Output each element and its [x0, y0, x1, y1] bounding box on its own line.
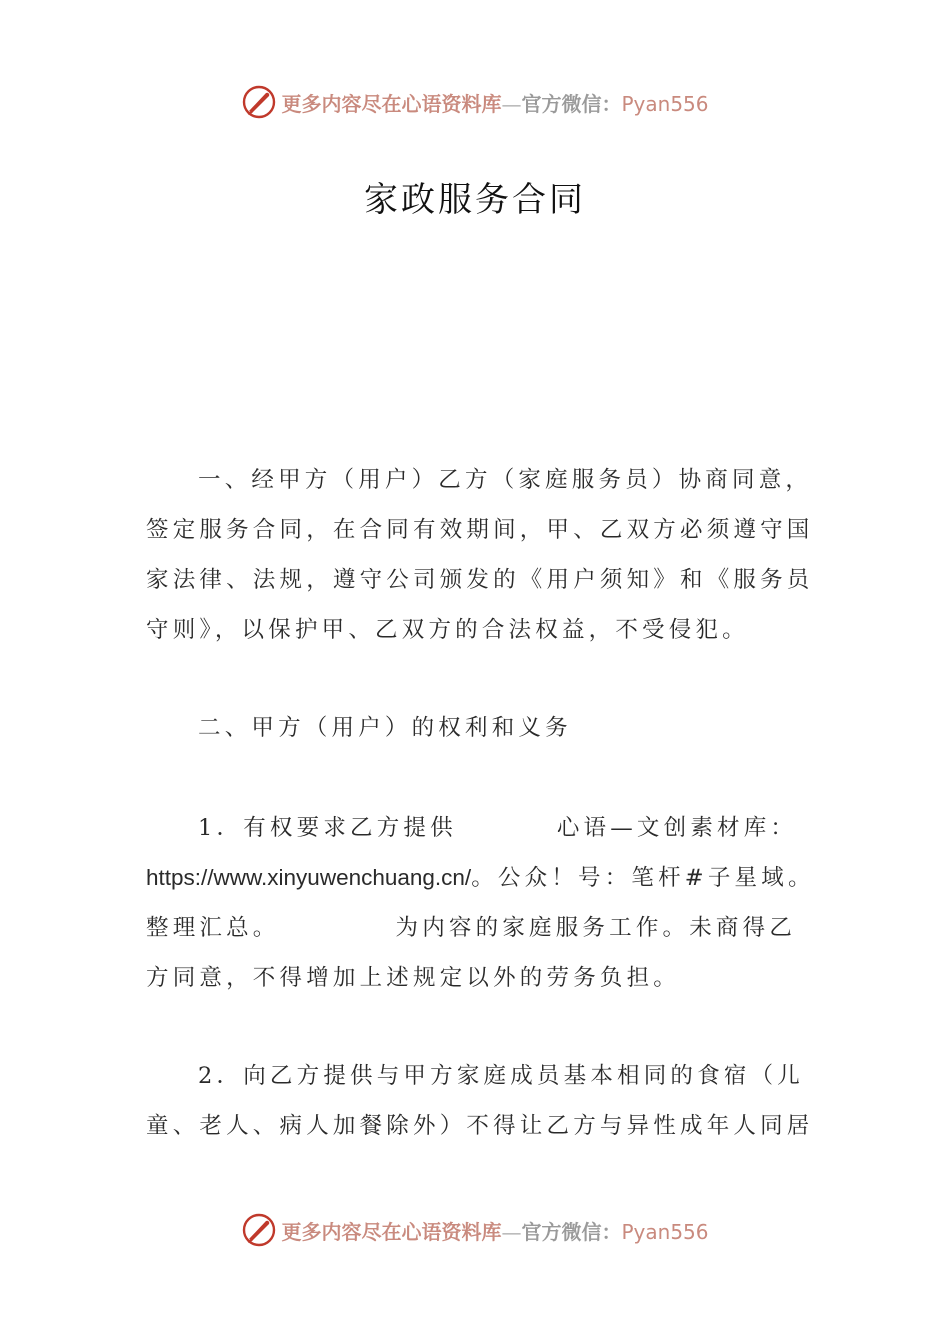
document-title: 家政服务合同: [364, 180, 586, 220]
inline-watermark-2: 。公众！号：笔杆#子星域。整理汇总。: [146, 865, 815, 941]
footer-watermark-banner: [0, 1208, 950, 1252]
paragraph-2-heading: [146, 703, 816, 753]
paragraph-4-text: 2．向乙方提供与甲方家庭成员基本相同的食宿（儿童、老人、病人加餐除外）不得让乙方与异性成年人同居: [146, 1063, 814, 1139]
header-watermark-banner: [0, 80, 950, 124]
paragraph-3-part2: 为内容的家庭服务工作。未商得乙方同意，不得增加上述规定以外的劳务负担。: [146, 915, 797, 991]
banner-wechat-id: Pyan556: [621, 91, 709, 116]
banner-dash: —: [501, 1219, 522, 1244]
paragraph-1: [146, 455, 816, 655]
paragraph-4: [146, 1051, 816, 1151]
banner-wechat-id: Pyan556: [621, 1219, 709, 1244]
paragraph-3: [146, 803, 816, 1003]
paragraph-3-part1: 1．有权要求乙方提供: [198, 815, 457, 841]
banner-text: [281, 88, 708, 117]
banner-wechat-label: 官方微信：: [521, 1219, 622, 1244]
quill-pen-logo-icon: [241, 84, 277, 120]
inline-watermark: 心语—文创素材库：: [556, 815, 798, 841]
banner-brand: 更多内容尽在心语资料库: [281, 1219, 502, 1244]
quill-pen-logo-icon: [241, 1212, 277, 1248]
paragraph-1-text: 一、经甲方（用户）乙方（家庭服务员）协商同意，签定服务合同，在合同有效期间，甲、乙双方必须遵守国家法律、法规，遵守公司颁发的《用户须知》和《服务员守则》，以保护甲、乙双方的合法权益，不受侵犯。: [146, 467, 814, 643]
paragraph-2-text: 二、甲方（用户）的权利和义务: [198, 715, 572, 741]
banner-text: [281, 1216, 708, 1245]
inline-watermark-url: https://www.xinyuwenchuang.cn/: [146, 865, 472, 890]
banner-brand: 更多内容尽在心语资料库: [281, 91, 502, 116]
banner-dash: —: [501, 91, 522, 116]
banner-wechat-label: 官方微信：: [521, 91, 622, 116]
